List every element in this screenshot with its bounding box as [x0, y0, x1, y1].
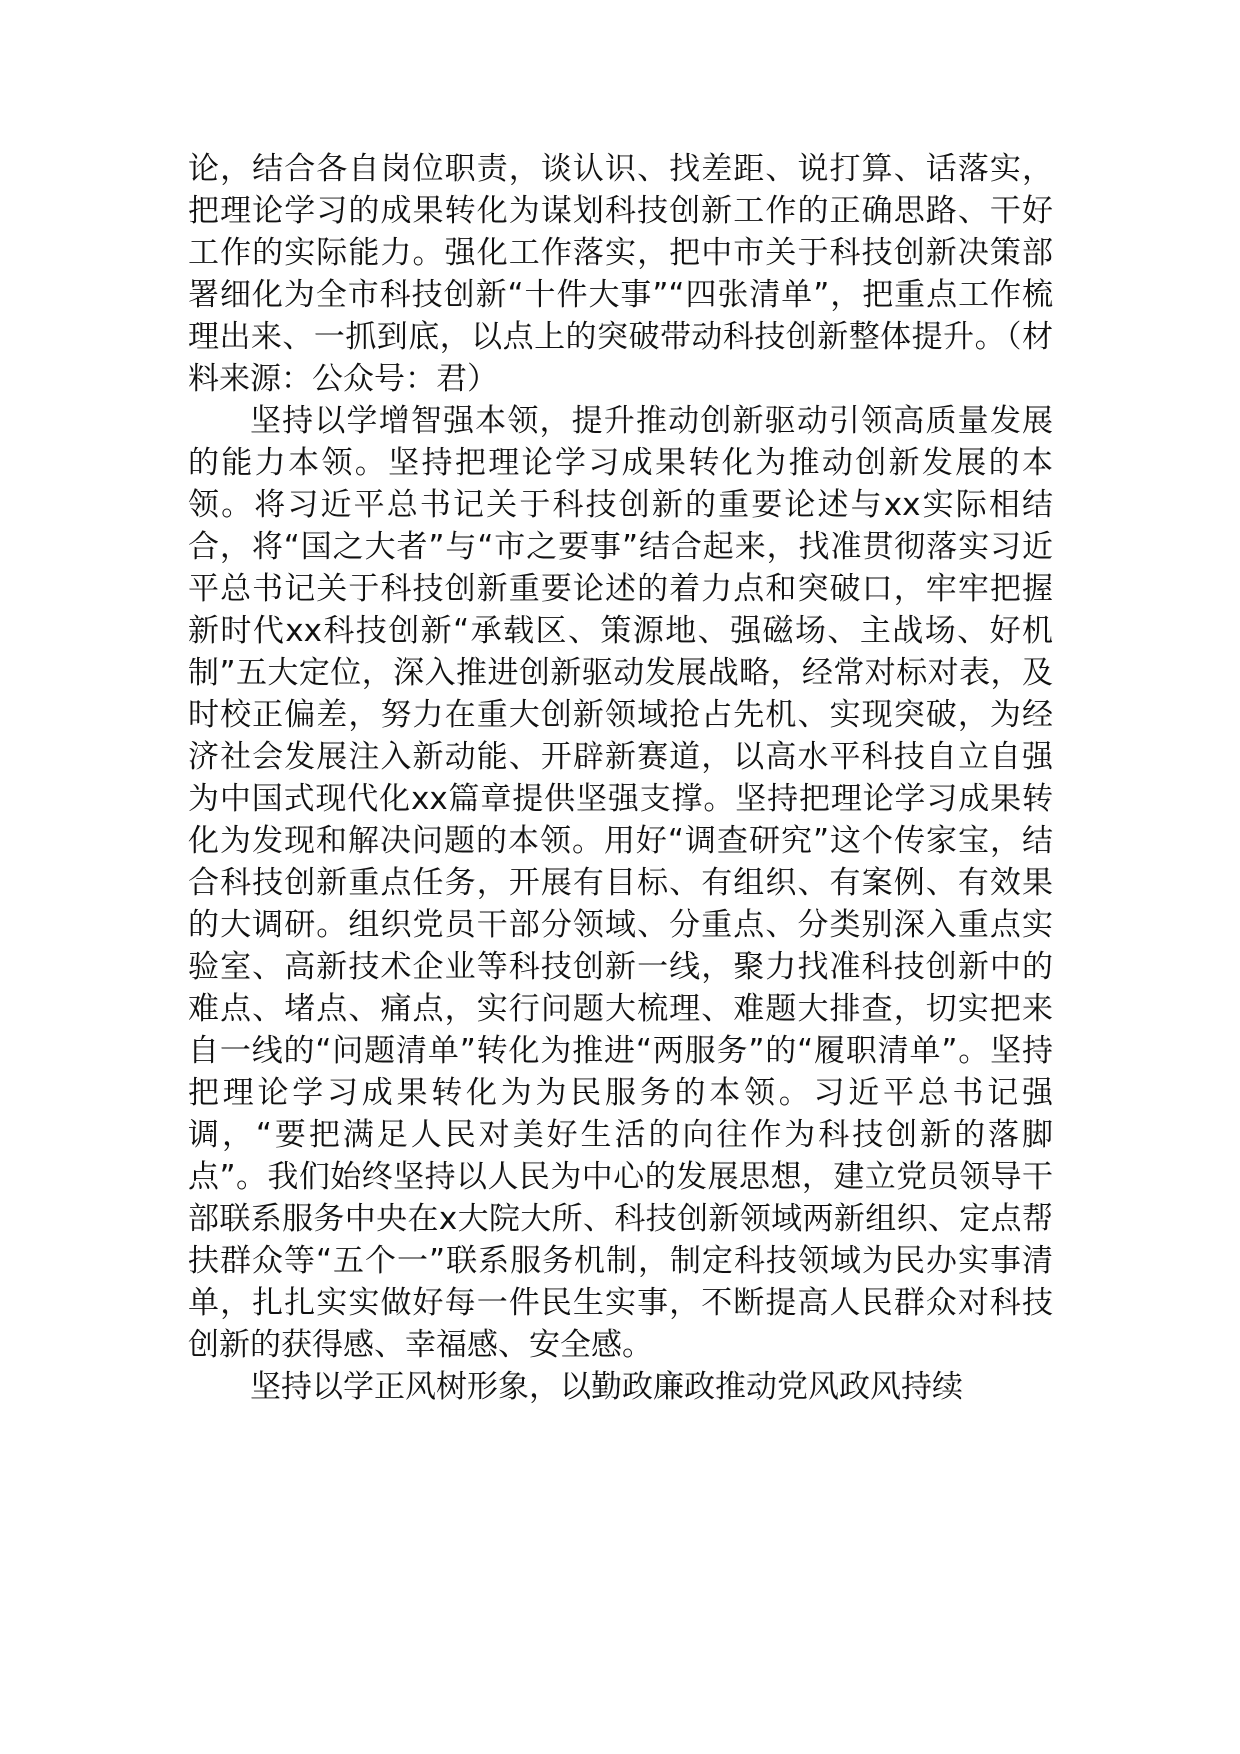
paragraph-study-conduct: 坚持以学正风树形象，以勤政廉政推动党风政风持续 — [250, 1369, 963, 1405]
paragraph-study-skills: 坚持以学增智强本领，提升推动创新驱动引领高质量发展的能力本领。坚持把理论学习成果转化为推动创新发展的本领。将习近平总书记关于科技创新的重要论述与xx实际相结合，将“国之大者”与“市之要事”结合起来，找准贯彻落实习近平总书记关于科技创新重要论述的着力点和突破口，牢牢把握新时代xx科技创新“承载区、策源地、强磁场、主战场、好机制”五大定位，深入推进创新驱动发展战略，经常对标对表，及时校正偏差，努力在重大创新领域抢占先机、实现突破，为经济社会发展注入新动能、开辟新赛道，以高水平科技自立自强为中国式现代化xx篇章提供坚强支撑。坚持把理论学习成果转化为发现和解决问题的本领。用好“调查研究”这个传家宝，结合科技创新重点任务，开展有目标、有组织、有案例、有效果的大调研。组织党员干部分领域、分重点、分类别深入重点实验室、高新技术企业等科技创新一线，聚力找准科技创新中的难点、堵点、痛点，实行问题大梳理、难题大排查，切实把来自一线的“问题清单”转化为推进“两服务”的“履职清单”。坚持把理论学习成果转化为为民服务的本领。习近平总书记强调，“要把满足人民对美好生活的向往作为科技创新的落脚点”。我们始终坚持以人民为中心的发展思想，建立党员领导干部联系服务中央在x大院大所、科技创新领域两新组织、定点帮扶群众等“五个一”联系服务机制，制定科技领域为民办实事清单，扎扎实实做好每一件民生实事，不断提高人民群众对科技创新的获得感、幸福感、安全感。 — [188, 403, 1053, 1363]
paragraph-continued: 论，结合各自岗位职责，谈认识、找差距、说打算、话落实，把理论学习的成果转化为谋划科技创新工作的正确思路、干好工作的实际能力。强化工作落实，把中市关于科技创新决策部署细化为全市科技创新“十件大事”“四张清单”，把重点工作梳理出来、一抓到底，以点上的突破带动科技创新整体提升。（材料来源：公众号：君） — [188, 151, 1053, 397]
body-text — [188, 148, 1053, 1408]
